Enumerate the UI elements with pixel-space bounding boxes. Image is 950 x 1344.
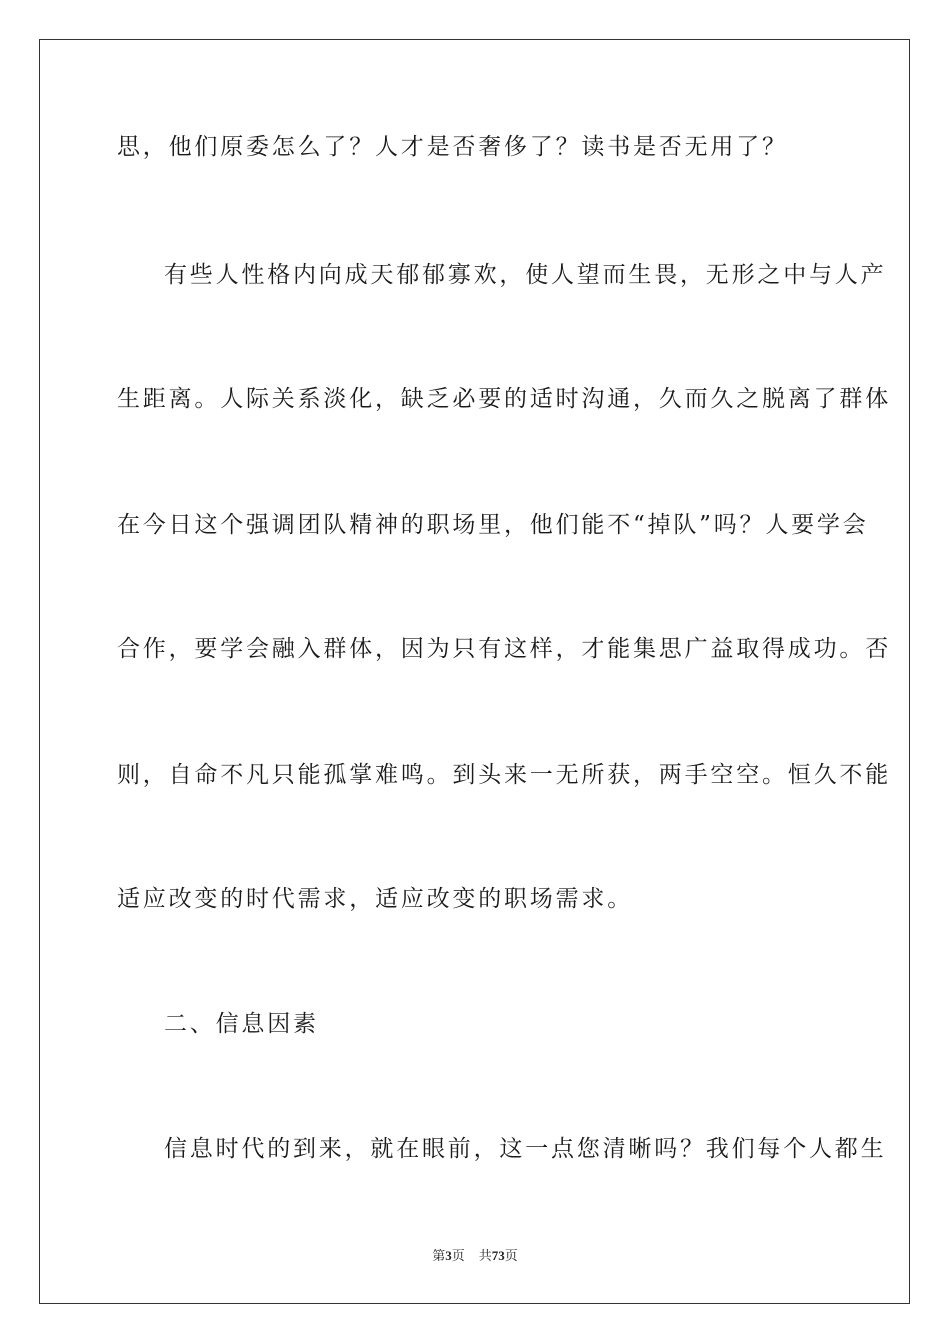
footer-total-suffix: 页 <box>504 1249 518 1264</box>
footer-page-number: 3 <box>445 1248 452 1263</box>
text-line-3: 生距离。人际关系淡化，缺乏必要的适时沟通，久而久之脱离了群体 <box>117 386 891 412</box>
text-line-4: 在今日这个强调团队精神的职场里，他们能不“掉队”吗？人要学会 <box>117 512 869 538</box>
footer-total-pages: 73 <box>491 1248 505 1263</box>
text-line-2: 有些人性格内向成天郁郁寡欢，使人望而生畏，无形之中与人产 <box>164 262 887 288</box>
footer-page-prefix: 第 <box>432 1249 446 1264</box>
text-line-1: 思，他们原委怎么了？人才是否奢侈了？读书是否无用了？ <box>117 134 788 160</box>
section-heading: 二、信息因素 <box>164 1011 319 1037</box>
footer-page-suffix: 页 <box>451 1249 465 1264</box>
page-border <box>39 39 910 1304</box>
text-line-5: 合作，要学会融入群体，因为只有这样，才能集思广益取得成功。否 <box>117 636 891 662</box>
text-line-9: 信息时代的到来，就在眼前，这一点您清晰吗？我们每个人都生 <box>164 1136 887 1162</box>
footer-total-prefix: 共 <box>478 1249 492 1264</box>
text-line-7: 适应改变的时代需求，适应改变的职场需求。 <box>117 886 633 912</box>
text-line-6: 则，自命不凡只能孤掌难鸣。到头来一无所获，两手空空。恒久不能 <box>117 762 891 788</box>
page-footer <box>0 1247 950 1266</box>
